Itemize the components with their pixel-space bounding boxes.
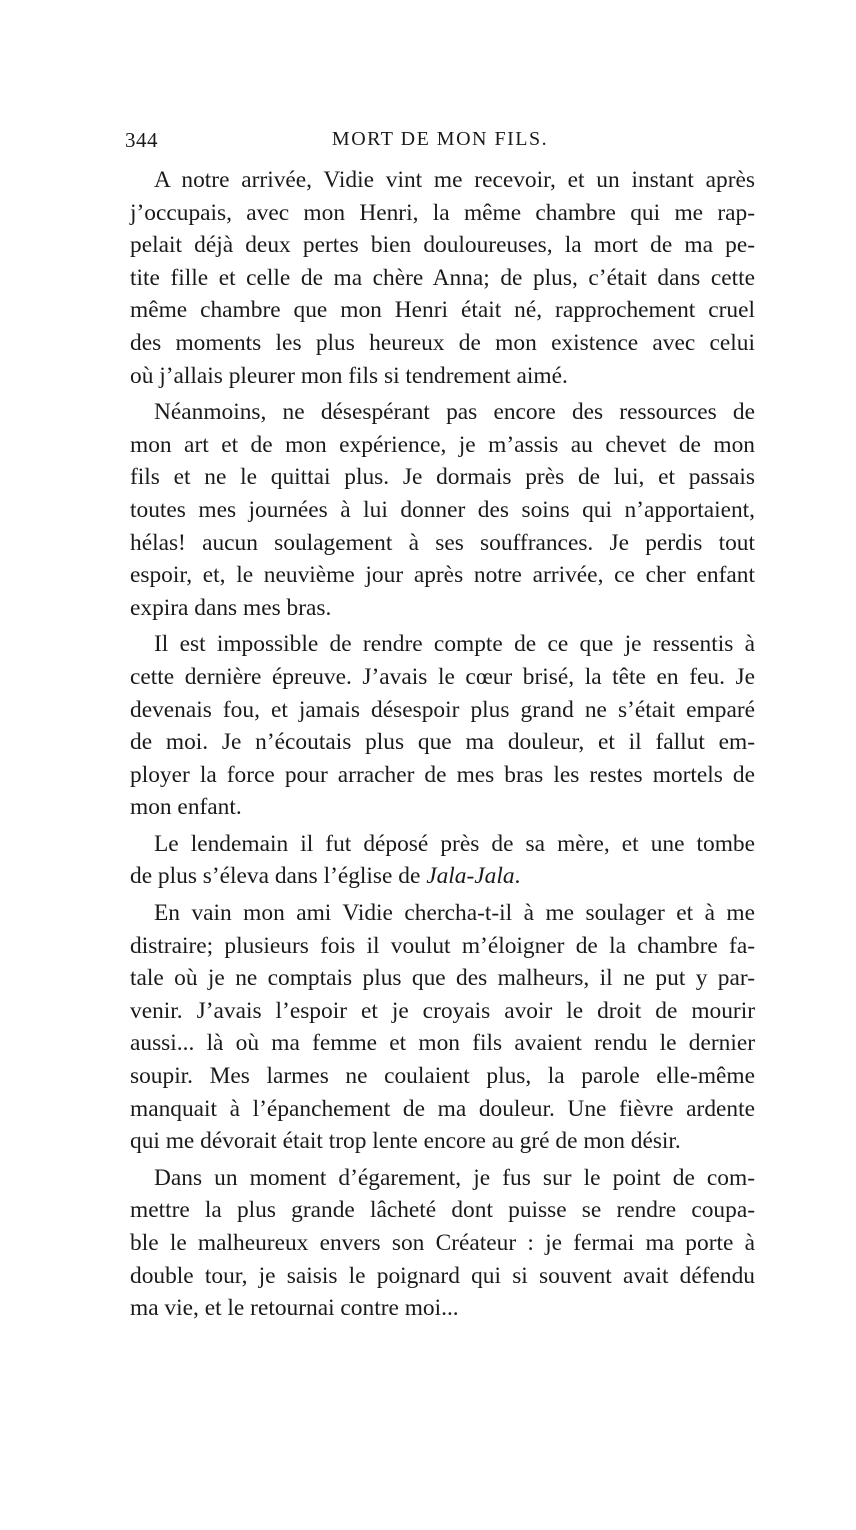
text-line: mon enfant. [130,794,242,821]
text-line: ployer la force pour arracher de mes bras les restes mortels de [130,761,755,788]
text-line: double tour, je saisis le poignard qui si souvent avait défendu [130,1262,755,1289]
page-number: 344 [125,128,158,152]
body-text [130,164,755,1325]
text-line-start: de plus s’éleva dans l’église de [130,863,427,890]
text-line: devenais fou, et jamais désespoir plus grand ne s’était emparé [130,696,755,723]
text-line: des moments les plus heureux de mon existence avec celui [130,329,755,356]
text-line: qui me dévorait était trop lente encore au gré de mon désir. [130,1128,681,1155]
paragraph [130,1162,755,1325]
text-line: manquait à l’épanchement de ma douleur. Une fièvre ardente [130,1095,755,1122]
text-line: j’occupais, avec mon Henri, la même chambre qui me rap- [130,199,755,226]
text-line: ma vie, et le retournai contre moi... [130,1295,459,1322]
running-title: MORT DE MON FILS. [331,128,549,150]
text-line: tite fille et celle de ma chère Anna; de plus, c’était dans cette [130,264,755,291]
text-line: A notre arrivée, Vidie vint me recevoir, et un instant après [154,167,755,193]
paragraph [130,628,755,824]
text-line: Le lendemain il fut déposé près de sa mère, et une tombe [154,830,755,857]
text-line: En vain mon ami Vidie chercha-t-il à me soulager et à me [154,900,755,927]
text-line [130,860,755,893]
text-line: toutes mes journées à lui donner des soins qui n’apportaient, [130,496,755,523]
text-line: mon art et de mon expérience, je m’assis au chevet de mon [130,431,755,458]
text-line: de moi. Je n’écoutais plus que ma douleur, et il fallut em- [130,729,755,756]
paragraph [130,396,755,624]
text-line: venir. J’avais l’espoir et je croyais avoir le droit de mourir [130,997,755,1024]
text-line: cette dernière épreuve. J’avais le cœur brisé, la tête en feu. Je [130,663,755,690]
text-line: expira dans mes bras. [130,594,332,621]
paragraph [130,164,755,392]
text-line: même chambre que mon Henri était né, rapprochement cruel [130,297,755,324]
text-line: Dans un moment d’égarement, je fus sur le point de com- [154,1164,755,1191]
place-name: Jala-Jala [426,863,515,890]
text-line: où j’allais pleurer mon fils si tendrement aimé. [130,362,568,389]
text-line: mettre la plus grande lâcheté dont puisse se rendre coupa- [130,1197,755,1224]
text-line: soupir. Mes larmes ne coulaient plus, la parole elle-même [130,1063,755,1090]
text-line: tale où je ne comptais plus que des malheurs, il ne put y par- [130,965,755,992]
text-line-end: . [514,863,521,890]
text-line: Il est impossible de rendre compte de ce que je ressentis à [154,631,755,658]
running-head [125,128,755,158]
text-line: aussi... là où ma femme et mon fils avaient rendu le dernier [130,1030,755,1057]
text-line: pelait déjà deux pertes bien douloureuses, la mort de ma pe- [130,232,755,259]
text-line: fils et ne le quittai plus. Je dormais près de lui, et passais [130,464,755,491]
text-line: espoir, et, le neuvième jour après notre arrivée, ce cher enfant [130,562,755,589]
paragraph [130,828,755,893]
text-line: Néanmoins, ne désespérant pas encore des ressources de [154,399,755,426]
text-line: distraire; plusieurs fois il voulut m’éloigner de la chambre fa- [130,932,755,959]
text-line: ble le malheureux envers son Créateur : je fermai ma porte à [130,1230,755,1256]
paragraph [130,897,755,1158]
text-line: hélas! aucun soulagement à ses souffrances. Je perdis tout [130,529,755,556]
